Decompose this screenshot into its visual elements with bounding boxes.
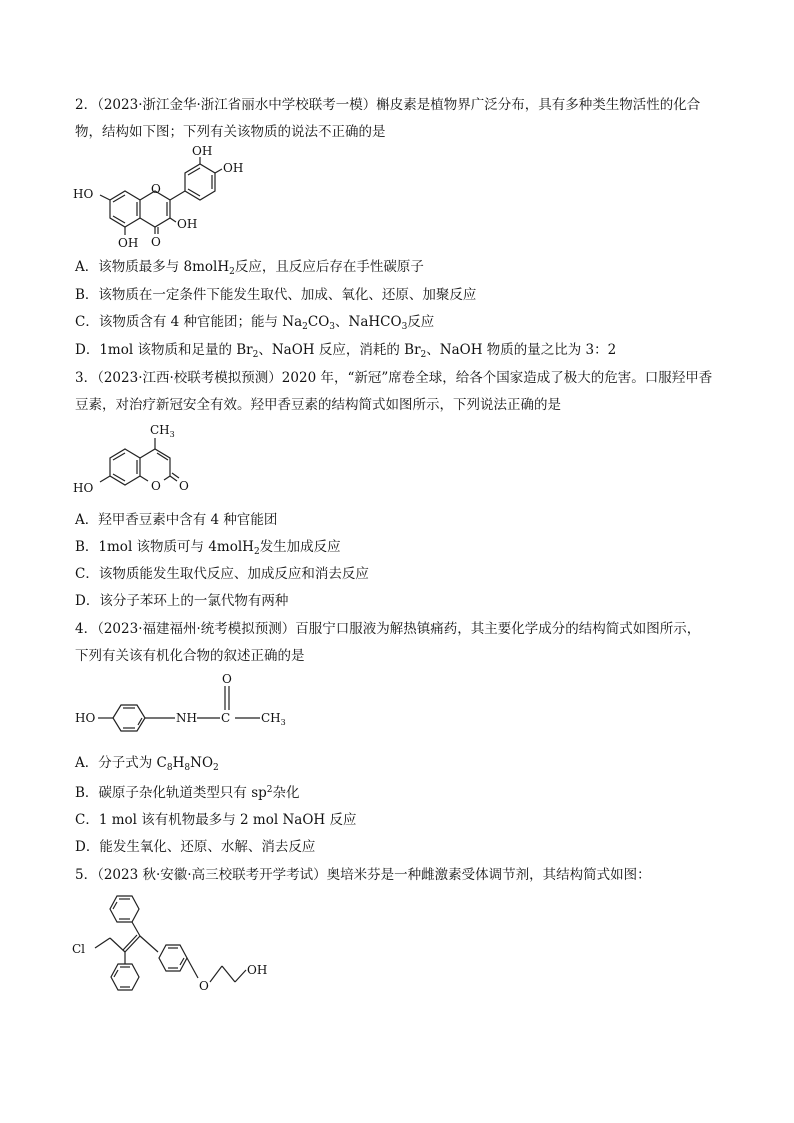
- question-number: 3．: [75, 370, 98, 386]
- carbonyl-oxygen-label: O: [151, 235, 161, 249]
- carbonyl-carbon-label: C: [221, 711, 231, 725]
- question-source: （2023·福建福州·统考模拟预测）: [97, 621, 296, 637]
- q3-option-a: A．羟甲香豆素中含有 4 种官能团: [75, 512, 278, 528]
- carbonyl-oxygen-label: O: [222, 672, 232, 686]
- q2-option-d: D．1mol 该物质和足量的 $Br_2$、NaOH 反应，消耗的 $Br_2$、NaOH 物质的量之比为 3：2: [75, 342, 617, 360]
- q2-option-b: B．该物质在一定条件下能发生取代、加成、氧化、还原、加聚反应: [75, 287, 477, 303]
- question-number: 2．: [75, 97, 98, 113]
- ring-oxygen-label: O: [151, 479, 161, 493]
- hydroxyl-label: OH: [177, 217, 198, 231]
- hydroxyl-label: OH: [118, 236, 139, 250]
- q4-option-c: C．1 mol 该有机物最多与 2 mol NaOH 反应: [75, 812, 357, 828]
- question-number: 5．: [75, 867, 98, 883]
- hymecromone-structure: [70, 420, 220, 505]
- question-5-stem: 5．（2023 秋·安徽·高三校联考开学考试）奥培米芬是一种雌激素受体调节剂，其结构简式如图：: [75, 867, 651, 883]
- chlorine-label: Cl: [72, 942, 86, 956]
- carbonyl-oxygen-label: O: [179, 479, 189, 493]
- q3-option-b: B．1mol 该物质可与 4molH$_2$发生加成反应: [75, 539, 341, 557]
- quercetin-structure: [70, 144, 250, 253]
- question-2-stem: 2．（2023·浙江金华·浙江省丽水中学校联考一模）槲皮素是植物界广泛分布，具有多种类生物活性的化合: [75, 97, 701, 113]
- q3-option-c: C．该物质能发生取代反应、加成反应和消去反应: [75, 566, 369, 582]
- hydroxyl-label: OH: [247, 963, 268, 977]
- hydroxyl-label: OH: [192, 144, 213, 158]
- question-source: （2023 秋·安徽·高三校联考开学考试）: [97, 867, 327, 883]
- q3-option-d: D．该分子苯环上的一氯代物有两种: [75, 593, 289, 609]
- question-3-stem-cont: 豆素，对治疗新冠安全有效。羟甲香豆素的结构简式如图所示，下列说法正确的是: [75, 397, 561, 413]
- q4-option-b: B．碳原子杂化轨道类型只有 $sp^2$杂化: [75, 785, 300, 801]
- question-number: 4．: [75, 621, 98, 637]
- methyl-label: $CH_3$: [261, 711, 286, 727]
- question-source: （2023·江西·校联考模拟预测）: [97, 370, 282, 386]
- hydroxyl-label: HO: [73, 187, 94, 201]
- q4-option-d: D．能发生氧化、还原、水解、消去反应: [75, 839, 316, 855]
- amide-nh-label: NH: [176, 711, 197, 725]
- q4-option-a: A．分子式为 $C_8H_8NO_2$: [75, 755, 219, 773]
- acetaminophen-structure: [75, 672, 285, 734]
- hydroxyl-label: HO: [75, 711, 96, 725]
- ether-oxygen-label: O: [199, 979, 209, 993]
- question-4-stem-cont: 下列有关该有机化合物的叙述正确的是: [75, 648, 305, 664]
- question-2-stem-cont: 物，结构如下图；下列有关该物质的说法不正确的是: [75, 124, 386, 140]
- q2-option-c: C．该物质含有 4 种官能团；能与 $Na_2CO_3$、NaHCO$_3$反应: [75, 314, 435, 332]
- question-4-stem: 4．（2023·福建福州·统考模拟预测）百服宁口服液为解热镇痛药，其主要化学成分的结构简式如图所示，: [75, 621, 701, 637]
- question-3-stem: 3．（2023·江西·校联考模拟预测）2020 年，“新冠”席卷全球，给各个国家造成了极大的危害。口服羟甲香: [75, 370, 713, 386]
- hydroxyl-label: OH: [223, 161, 244, 175]
- ospemifene-structure: [70, 890, 290, 1010]
- methyl-label: $CH_3$: [150, 423, 175, 439]
- ring-oxygen-label: O: [151, 182, 161, 196]
- hydroxyl-label: HO: [73, 481, 94, 495]
- question-source: （2023·浙江金华·浙江省丽水中学校联考一模）: [97, 97, 377, 113]
- q2-option-a: A．该物质最多与 8molH$_2$反应，且反应后存在手性碳原子: [75, 259, 424, 277]
